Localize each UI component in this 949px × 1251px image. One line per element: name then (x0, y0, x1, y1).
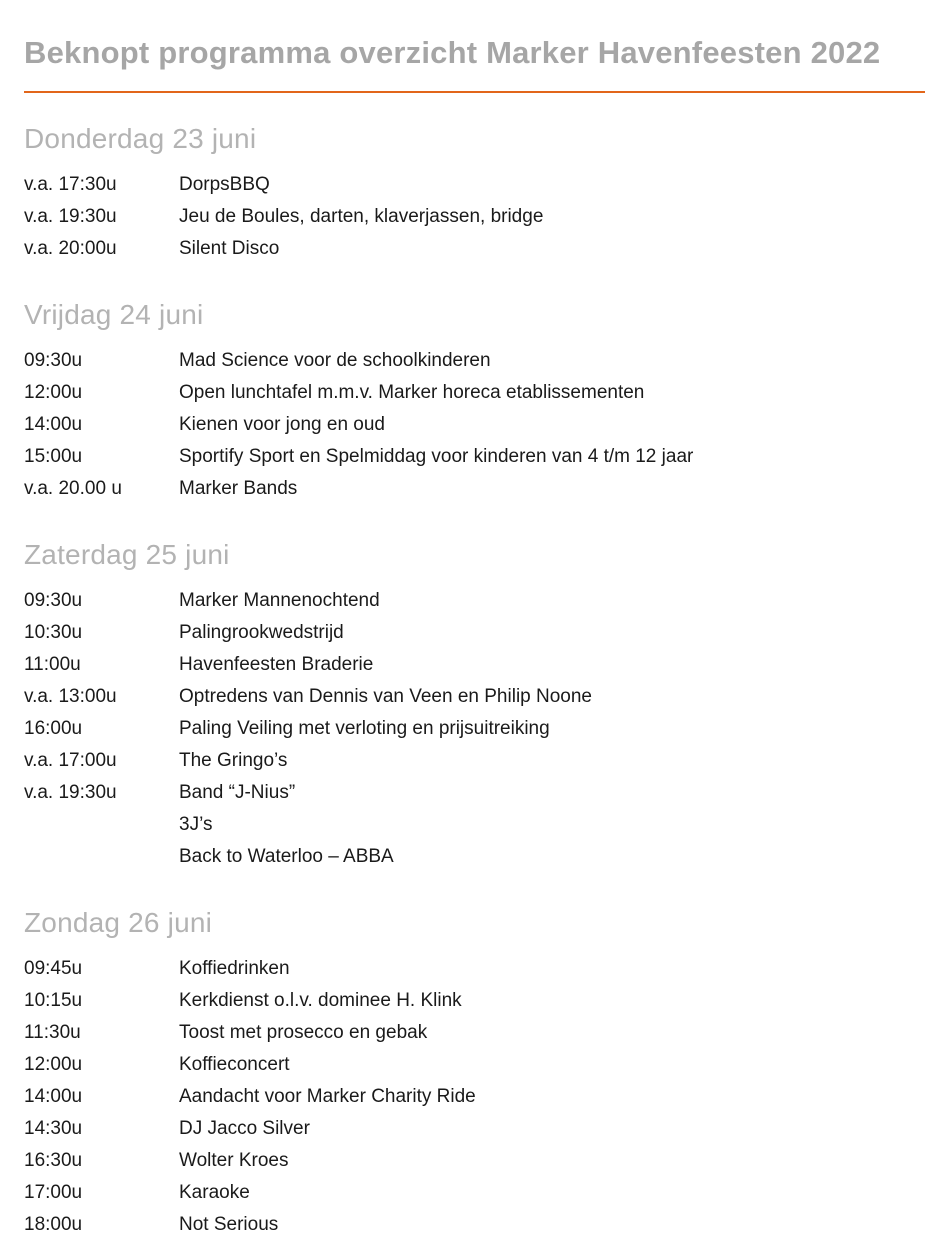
program-event: Kienen voor jong en oud (179, 414, 385, 436)
program-time: 16:00u (24, 718, 83, 740)
program-row (24, 841, 925, 873)
program-event: Marker Bands (179, 478, 298, 500)
program-event: DorpsBBQ (179, 174, 270, 196)
program-time: 10:15u (24, 990, 83, 1012)
program-event: Sportify Sport en Spelmiddag voor kinderen van 4 t/m 12 jaar (179, 446, 694, 468)
program-time: 16:30u (24, 1150, 83, 1172)
program-event: Havenfeesten Braderie (179, 654, 374, 676)
program-time: v.a. 20.00 u (24, 478, 122, 500)
program-event: The Gringo’s (179, 750, 288, 772)
program-event: DJ Jacco Silver (179, 1118, 310, 1140)
program-event: Band “J-Nius” (179, 782, 296, 804)
program-row (24, 201, 925, 233)
title-divider (24, 91, 925, 93)
program-row (24, 713, 925, 745)
program-row (24, 617, 925, 649)
program-time: v.a. 17:30u (24, 174, 117, 196)
program-time: v.a. 19:30u (24, 782, 117, 804)
program-time: 11:00u (24, 654, 81, 676)
program-event: Silent Disco (179, 238, 280, 260)
program-event: Optredens van Dennis van Veen en Philip Noone (179, 686, 592, 708)
program-row (24, 1049, 925, 1081)
program-event: Marker Mannenochtend (179, 590, 380, 612)
program-event: Not Serious (179, 1214, 279, 1236)
program-row (24, 1113, 925, 1145)
day-block (24, 539, 925, 873)
program-event: Aandacht voor Marker Charity Ride (179, 1086, 476, 1108)
program-time: 15:00u (24, 446, 83, 468)
program-row (24, 953, 925, 985)
day-heading: Zaterdag 25 juni (24, 539, 230, 571)
program-row (24, 985, 925, 1017)
program-event: Karaoke (179, 1182, 250, 1204)
program-event: Open lunchtafel m.m.v. Marker horeca etablissementen (179, 382, 645, 404)
program-row (24, 409, 925, 441)
program-row (24, 585, 925, 617)
program-row (24, 1017, 925, 1049)
program-row (24, 441, 925, 473)
program-event: Mad Science voor de schoolkinderen (179, 350, 491, 372)
program-row (24, 473, 925, 505)
program-event: Paling Veiling met verloting en prijsuitreiking (179, 718, 550, 740)
program-time: 14:30u (24, 1118, 83, 1140)
program-row (24, 681, 925, 713)
program-row (24, 777, 925, 809)
day-heading: Donderdag 23 juni (24, 123, 257, 155)
program-time: 09:45u (24, 958, 83, 980)
day-heading: Zondag 26 juni (24, 907, 213, 939)
page-title: Beknopt programma overzicht Marker Havenfeesten 2022 (24, 34, 881, 70)
program-row (24, 233, 925, 265)
program-time: 09:30u (24, 590, 83, 612)
program-event: Kerkdienst o.l.v. dominee H. Klink (179, 990, 462, 1012)
program-time: 10:30u (24, 622, 83, 644)
program-row (24, 345, 925, 377)
day-list (24, 123, 925, 1241)
program-row (24, 1177, 925, 1209)
program-row (24, 169, 925, 201)
day-block (24, 907, 925, 1241)
program-row (24, 377, 925, 409)
program-event: Back to Waterloo – ABBA (179, 846, 394, 868)
program-row (24, 649, 925, 681)
day-block (24, 299, 925, 505)
program-event: Jeu de Boules, darten, klaverjassen, bridge (179, 206, 544, 228)
program-time: 12:00u (24, 382, 83, 404)
program-row (24, 1209, 925, 1241)
program-time: v.a. 20:00u (24, 238, 117, 260)
program-row (24, 1145, 925, 1177)
program-time: 14:00u (24, 414, 83, 436)
program-event: 3J’s (179, 814, 213, 836)
program-event: Toost met prosecco en gebak (179, 1022, 428, 1044)
program-time: 09:30u (24, 350, 83, 372)
program-row (24, 1081, 925, 1113)
program-event: Palingrookwedstrijd (179, 622, 344, 644)
day-block (24, 123, 925, 265)
program-time: 18:00u (24, 1214, 83, 1236)
program-time: 14:00u (24, 1086, 83, 1108)
program-time: 12:00u (24, 1054, 83, 1076)
program-event: Koffiedrinken (179, 958, 290, 980)
program-time: 17:00u (24, 1182, 83, 1204)
program-time: 11:30u (24, 1022, 81, 1044)
program-time: v.a. 19:30u (24, 206, 117, 228)
program-event: Wolter Kroes (179, 1150, 289, 1172)
program-time: v.a. 17:00u (24, 750, 117, 772)
program-row (24, 745, 925, 777)
program-time: v.a. 13:00u (24, 686, 117, 708)
day-heading: Vrijdag 24 juni (24, 299, 204, 331)
program-event: Koffieconcert (179, 1054, 290, 1076)
program-row (24, 809, 925, 841)
